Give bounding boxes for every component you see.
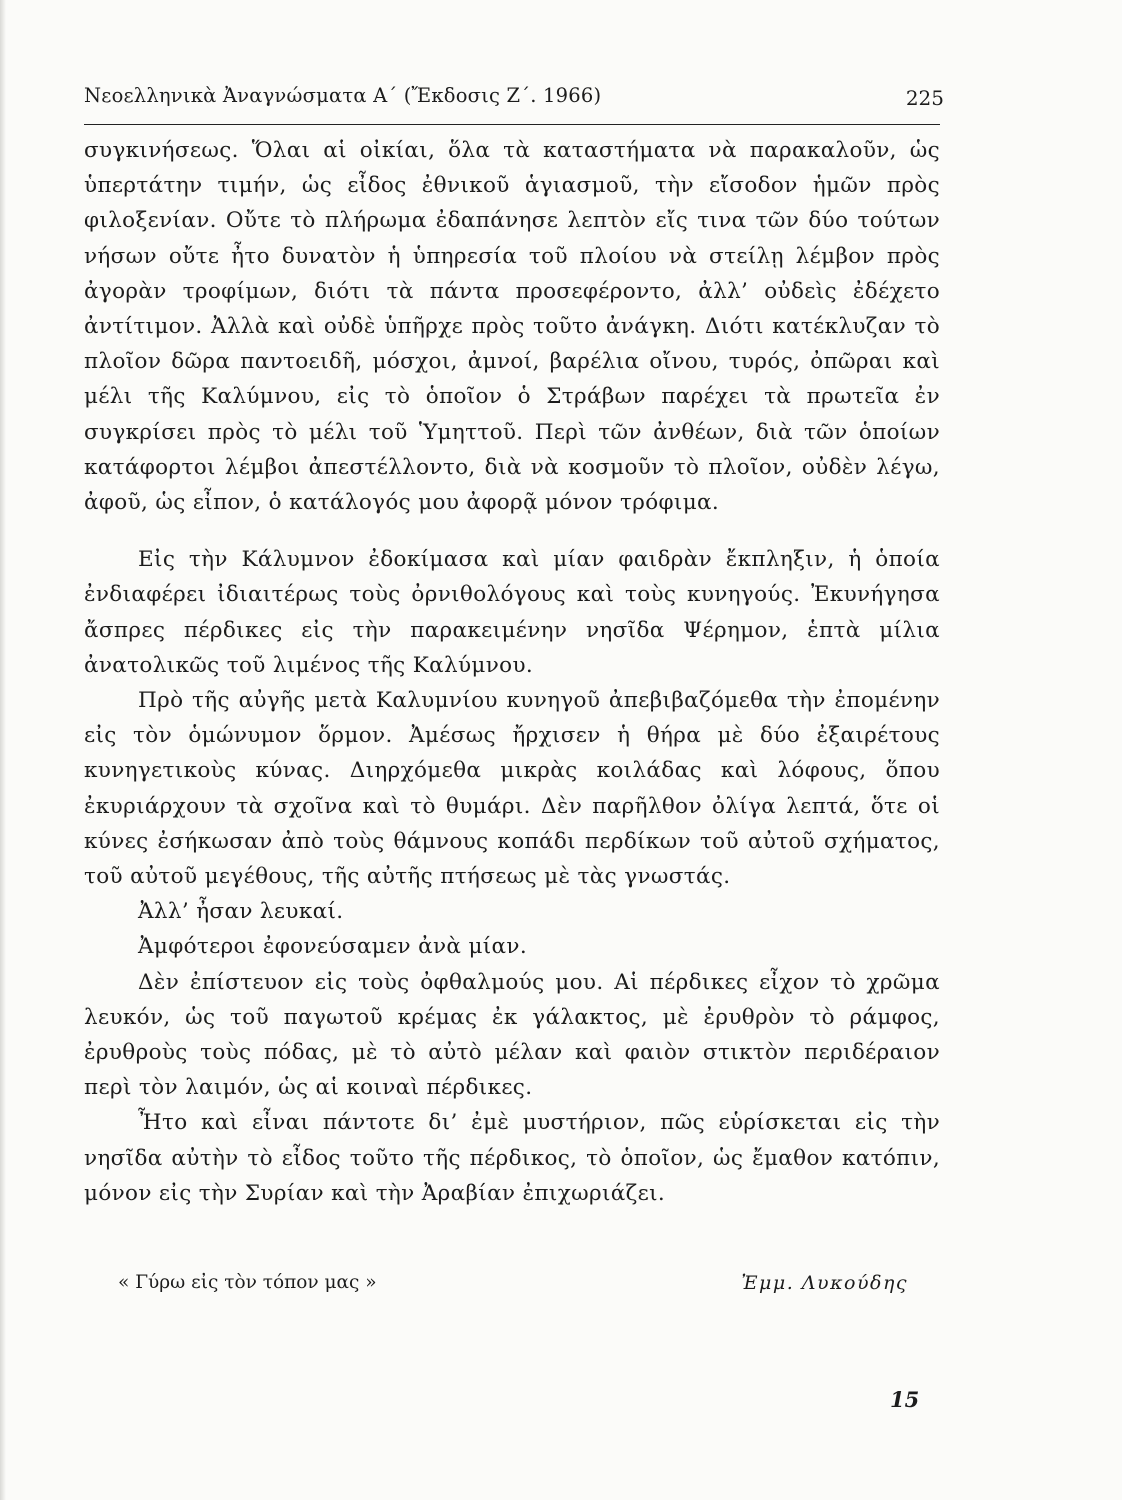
paragraph: Εἰς τὴν Κάλυμνον ἐδοκίμασα καὶ μίαν φαιδρὰν ἔκπληξιν, ἡ ὁποία ἐνδιαφέρει ἰδιαιτέρως τοὺς ὀρνιθολόγους καὶ τοὺς κυνηγούς. Ἐκυνήγησα ἄσπρες πέρδικες εἰς τὴν παρακειμένην νησῖδα Ψέρημον, ἑπτὰ μίλια ἀνατολικῶς τοῦ λιμένος τῆς Καλύμνου. <box>84 547 940 678</box>
source-author: Ἐμμ. Λυκούδης <box>741 1272 908 1294</box>
paragraph: Πρὸ τῆς αὐγῆς μετὰ Καλυμνίου κυνηγοῦ ἀπεβιβαζόμεθα τὴν ἐπομένην εἰς τὸν ὁμώνυμον ὅρμον. Ἀμέσως ἤρχισεν ἡ θήρα μὲ δύο ἐξαιρέτους κυνηγετικοὺς κύνας. Διηρχόμεθα μικρὰς κοιλάδας καὶ λόφους, ὅπου ἐκυριάρχουν τὰ σχοῖνα καὶ τὸ θυμάρι. Δὲν παρῆλθον ὀλίγα λεπτά, ὅτε οἱ κύνες ἐσήκωσαν ἀπὸ τοὺς θάμνους κοπάδι περδίκων τοῦ αὐτοῦ σχήματος, τοῦ αὐτοῦ μεγέθους, τῆς αὐτῆς πτήσεως μὲ τὰς γνωστάς. <box>84 688 940 890</box>
page-scan-edge <box>0 0 6 1500</box>
running-header <box>84 84 944 120</box>
page-number: 225 <box>905 86 944 110</box>
paragraph-continuation: συγκινήσεως. Ὅλαι αἱ οἰκίαι, ὅλα τὰ καταστήματα νὰ παρακαλοῦν, ὡς ὑπερτάτην τιμήν, ὡς εἶδος ἐθνικοῦ ἁγιασμοῦ, τὴν εἴσοδον ἡμῶν πρὸς φιλοξενίαν. Οὔτε τὸ πλήρωμα ἐδαπάνησε λεπτὸν εἴς τινα τῶν δύο τούτων νήσων οὔτε ἦτο δυνατὸν ἡ ὑπηρεσία τοῦ πλοίου νὰ στείλῃ λέμβον πρὸς ἀγορὰν τροφίμων, διότι τὰ πάντα προσεφέροντο, ἀλλ’ οὐδεὶς ἐδέχετο ἀντίτιμον. Ἀλλὰ καὶ οὐδὲ ὑπῆρχε πρὸς τοῦτο ἀνάγκη. Διότι κατέκλυζαν τὸ πλοῖον δῶρα παντοειδῆ, μόσχοι, ἀμνοί, βαρέλια οἴνου, τυρός, ὀπῶραι καὶ μέλι τῆς Καλύμνου, εἰς τὸ ὁποῖον ὁ Στράβων παρέχει τὰ πρωτεῖα ἐν συγκρίσει πρὸς τὸ μέλι τοῦ Ὑμηττοῦ. Περὶ τῶν ἀνθέων, διὰ τῶν ὁποίων κατάφορτοι λέμβοι ἀπεστέλλοντο, διὰ νὰ κοσμοῦν τὸ πλοῖον, οὐδὲν λέγω, ἀφοῦ, ὡς εἶπον, ὁ κατάλογός μου ἀφορᾷ μόνον τρόφιμα. <box>84 138 940 516</box>
paragraph: Ἀλλ’ ἦσαν λευκαί. <box>138 899 344 925</box>
paragraph: Ἀμφότεροι ἐφονεύσαμεν ἀνὰ μίαν. <box>138 934 528 960</box>
printer-signature-mark: 15 <box>890 1387 920 1412</box>
header-title: Νεοελληνικὰ Ἀναγνώσματα Α΄ (Ἔκδοσις Ζ΄. 1966) <box>84 84 602 107</box>
main-text <box>84 133 940 1211</box>
source-title: « Γύρω εἰς τὸν τόπον μας » <box>118 1272 377 1293</box>
section-gap <box>84 520 940 542</box>
source-attribution <box>118 1272 908 1304</box>
paragraph: Ἦτο καὶ εἶναι πάντοτε δι’ ἐμὲ μυστήριον, πῶς εὑρίσκεται εἰς τὴν νησῖδα αὐτὴν τὸ εἶδος τοῦτο τῆς πέρδικος, τὸ ὁποῖον, ὡς ἔμαθον κατόπιν, μόνον εἰς τὴν Συρίαν καὶ τὴν Ἀραβίαν ἐπιχωριάζει. <box>84 1110 940 1206</box>
paragraph: Δὲν ἐπίστευον εἰς τοὺς ὀφθαλμούς μου. Αἱ πέρδικες εἶχον τὸ χρῶμα λευκόν, ὡς τοῦ παγωτοῦ κρέμας ἐκ γάλακτος, μὲ ἐρυθρὸν τὸ ράμφος, ἐρυθροὺς τοὺς πόδας, μὲ τὸ αὐτὸ μέλαν καὶ φαιὸν στικτὸν περιδέραιον περὶ τὸν λαιμόν, ὡς αἱ κοιναὶ πέρδικες. <box>84 969 940 1101</box>
header-rule <box>84 124 940 125</box>
